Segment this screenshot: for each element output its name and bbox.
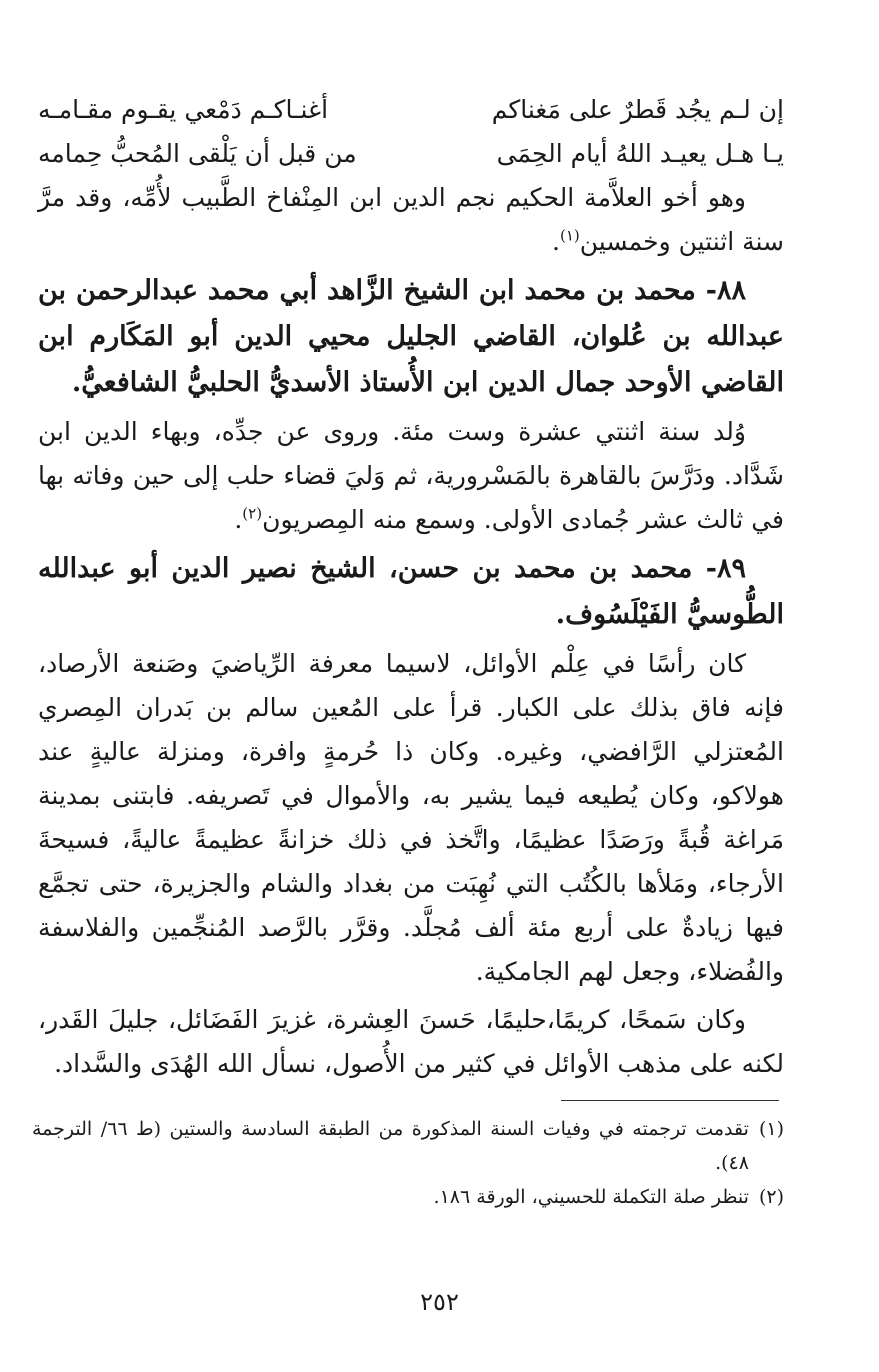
poem-verse xyxy=(38,132,784,176)
poem xyxy=(38,88,784,176)
footnote-reference: (٢) xyxy=(242,504,263,523)
footnote xyxy=(32,1180,784,1214)
entry-title: ٨٩- محمد بن محمد بن حسن، الشيخ نصير الدين أبو عبدالله الطُّوسيُّ الفَيْلَسُوف. xyxy=(38,553,784,630)
footnotes xyxy=(32,1112,784,1214)
footnote-number: (١) xyxy=(758,1118,784,1140)
paragraph xyxy=(38,410,784,542)
entry-title: ٨٨- محمد بن محمد ابن الشيخ الزَّاهد أبي محمد عبدالرحمن بن عبدالله بن عُلوان، القاضي الجليل محيي الدين أبو المَكَارم ابن القاضي الأوحد جمال الدين ابن الأُستاذ الأسديُّ الحلبيُّ الشافعيُّ. xyxy=(38,275,784,398)
paragraph xyxy=(38,176,784,264)
footnote-separator xyxy=(561,1100,779,1101)
footnote xyxy=(32,1112,784,1180)
page-body xyxy=(38,88,784,1086)
paragraph: وكان سَمحًا، كريمًا،حليمًا، حَسنَ العِشرة، غزيرَ الفَضَائل، جليلَ القَدر، لكنه على مذهب الأوائل في كثير من الأُصول، نسأل الله الهُدَى والسَّداد. xyxy=(38,1005,784,1078)
page-number: ٢٥٢ xyxy=(420,1288,459,1316)
poem-verse xyxy=(38,88,784,132)
verse-first-hemistich: يـا هـل يعيـد اللهُ أيام الحِمَى xyxy=(496,139,784,168)
footnote-number: (٢) xyxy=(758,1186,784,1208)
paragraph-text: وُلد سنة اثنتي عشرة وست مئة. وروى عن جدِّه، وبهاء الدين ابن شَدَّاد. ودَرَّسَ بالقاهرة بالمَسْرورية، ثم وَليَ قضاء حلب إلى حين وفاته بها في ثالث عشر جُمادى الأولى. وسمع منه المِصريون xyxy=(38,417,784,534)
paragraph-tail: . xyxy=(552,227,560,256)
footnote-text: تنظر صلة التكملة للحسيني، الورقة ١٨٦. xyxy=(433,1186,749,1208)
verse-second-hemistich: من قبل أن يَلْقى المُحبُّ حِمامه xyxy=(38,139,357,168)
paragraph-text: وهو أخو العلاَّمة الحكيم نجم الدين ابن المِنْفاخ الطَّبيب لأُمِّه، وقد مرَّ سنة اثنتين وخمسين xyxy=(38,183,784,256)
paragraph: كان رأسًا في عِلْم الأوائل، لاسيما معرفة الرِّياضيَ وصَنعة الأرصاد، فإنه فاق بذلك على الكبار. قرأ على المُعين سالم بن بَدران المِصري المُعتزلي الرَّافضي، وغيره. وكان ذا حُرمةٍ وافرة، ومنزلة عاليةٍ عند هولاكو، وكان يُطيعه فيما يشير به، والأموال في تَصريفه. فابتنى بمدينة مَراغة قُبةً ورَصَدًا عظيمًا، واتَّخذ في ذلك خزانةً عظيمةً عاليةً، فسيحةَ الأرجاء، ومَلأها بالكُتُب التي نُهِبَت من بغداد والشام والجزيرة، حتى تجمَّع فيها زيادةٌ على أربع مئة ألف مُجلَّد. وقرَّر بالرَّصد المُنجِّمين والفلاسفة والفُضلاء، وجعل لهم الجامكية. xyxy=(38,649,784,986)
verse-second-hemistich: أغنـاكـم دَمْعي يقـوم مقـامـه xyxy=(38,95,329,124)
footnote-text: تقدمت ترجمته في وفيات السنة المذكورة من الطبقة السادسة والستين (ط ٦٦/ الترجمة ٤٨). xyxy=(32,1118,749,1174)
verse-first-hemistich: إن لـم يجُد قَطرٌ على مَغناكم xyxy=(491,95,784,124)
paragraph-tail: . xyxy=(234,505,243,534)
footnote-reference: (١) xyxy=(560,226,580,245)
